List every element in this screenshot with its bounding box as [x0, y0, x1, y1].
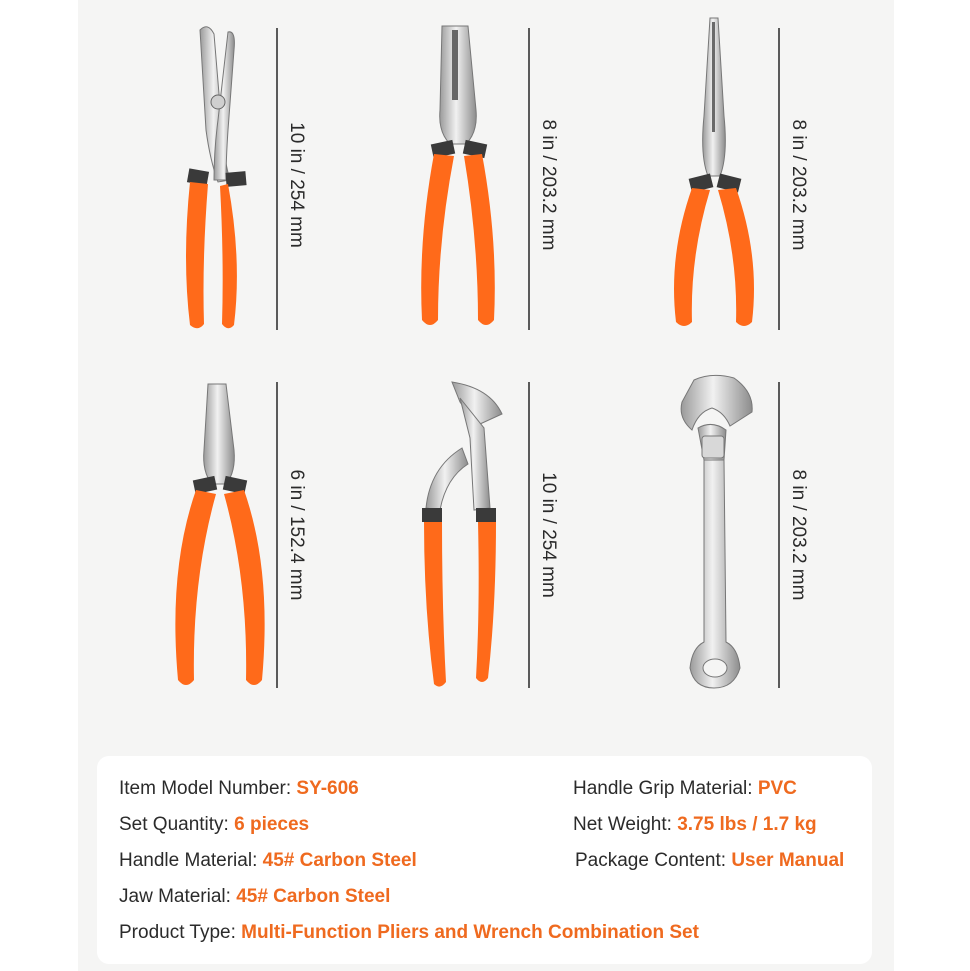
diagonal-cutting-pliers-image — [164, 380, 274, 690]
spec-label: Handle Material: — [119, 850, 258, 871]
size-label: 6 in / 152.4 mm — [286, 469, 307, 601]
dimension-line — [528, 382, 530, 688]
spec-label: Net Weight: — [573, 814, 672, 835]
linesman-pliers-image — [408, 20, 508, 335]
spec-value: User Manual — [731, 850, 845, 871]
spec-value: PVC — [757, 778, 797, 799]
spec-label: Set Quantity: — [119, 814, 229, 835]
spec-model-number — [119, 778, 359, 800]
spec-handle-material — [119, 850, 417, 872]
spec-value: Multi-Function Pliers and Wrench Combination Set — [241, 922, 699, 943]
dimension-line — [276, 28, 278, 330]
spec-grip-material — [573, 778, 797, 800]
size-label: 10 in / 254 mm — [286, 122, 307, 248]
spec-value: 6 pieces — [234, 814, 310, 835]
spec-label: Jaw Material: — [119, 886, 231, 907]
dimension-line — [778, 28, 780, 330]
spec-value: 45# Carbon Steel — [262, 850, 417, 871]
adjustable-wrench-image — [664, 372, 764, 690]
spec-set-quantity — [119, 814, 309, 836]
size-label: 8 in / 203.2 mm — [538, 119, 559, 251]
size-label: 8 in / 203.2 mm — [788, 469, 809, 601]
tongue-and-groove-pliers-image — [410, 378, 520, 690]
dimension-line — [778, 382, 780, 688]
spec-label: Product Type: — [119, 922, 236, 943]
spec-label: Item Model Number: — [119, 778, 292, 799]
slip-joint-pliers-image — [170, 20, 260, 335]
spec-net-weight — [573, 814, 817, 836]
size-label: 8 in / 203.2 mm — [788, 119, 809, 251]
spec-label: Handle Grip Material: — [573, 778, 753, 799]
spec-jaw-material — [119, 886, 390, 908]
dimension-line — [528, 28, 530, 330]
spec-value: 45# Carbon Steel — [236, 886, 391, 907]
size-label: 10 in / 254 mm — [538, 472, 559, 598]
spec-label: Package Content: — [575, 850, 727, 871]
spec-package-content — [575, 850, 844, 872]
spec-value: SY-606 — [296, 778, 359, 799]
dimension-line — [276, 382, 278, 688]
spec-value: 3.75 lbs / 1.7 kg — [677, 814, 817, 835]
long-nose-pliers-image — [664, 16, 764, 334]
spec-product-type — [119, 922, 699, 944]
